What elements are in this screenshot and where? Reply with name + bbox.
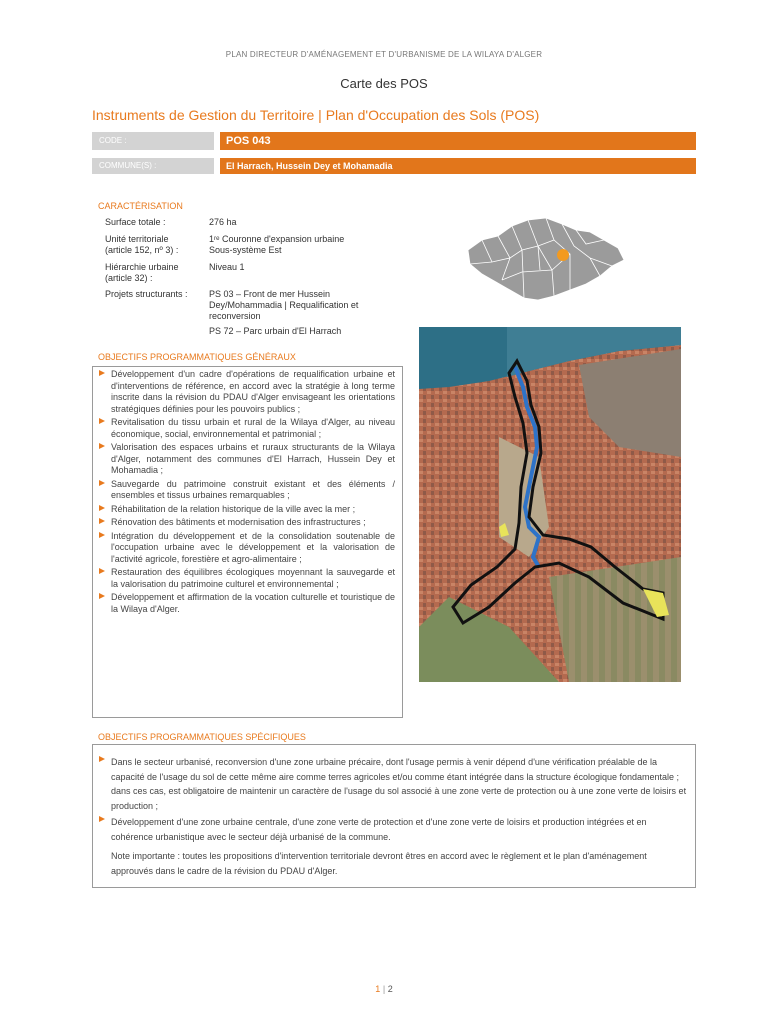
bullet-arrow-icon bbox=[99, 518, 105, 524]
location-marker bbox=[557, 249, 569, 261]
objectifs-generaux-list bbox=[99, 369, 395, 617]
objectifs-specifiques-box bbox=[92, 744, 696, 888]
objectifs-specifiques-list bbox=[99, 755, 691, 846]
page-number bbox=[0, 984, 768, 994]
hierarchie-value: Niveau 1 bbox=[209, 262, 245, 272]
total-pages: 2 bbox=[387, 984, 393, 994]
bullet-arrow-icon bbox=[99, 593, 105, 599]
communes-value: El Harrach, Hussein Dey et Mohamadia bbox=[220, 158, 696, 174]
unite-label-line2: (article 152, nº 3) : bbox=[105, 245, 179, 255]
bullet-arrow-icon bbox=[99, 505, 105, 511]
list-item: Revitalisation du tissu urbain et rural de la Wilaya d'Alger, au niveau économique, social, environnemental et patrimonial ; bbox=[99, 417, 395, 440]
list-item: Valorisation des espaces urbains et ruraux structurants de la Wilaya d'Alger, notamment des communes d'El Harrach, Hussein Dey et Mohamadia ; bbox=[99, 442, 395, 477]
bullet-arrow-icon bbox=[99, 532, 105, 538]
list-item: Réhabilitation de la relation historique de la ville avec la mer ; bbox=[99, 504, 395, 516]
list-item: Restauration des équilibres écologiques moyennant la sauvegarde et la valorisation du patrimoine culturel et environnemental ; bbox=[99, 567, 395, 590]
page-title: Instruments de Gestion du Territoire | Plan d'Occupation des Sols (POS) bbox=[92, 107, 540, 123]
objectifs-generaux-box bbox=[92, 366, 403, 718]
bullet-arrow-icon bbox=[99, 480, 105, 486]
unite-value-line2: Sous-système Est bbox=[209, 245, 282, 255]
bullet-arrow-icon bbox=[99, 443, 105, 449]
bullet-arrow-icon bbox=[99, 418, 105, 424]
unite-value-line1: 1ʳᵉ Couronne d'expansion urbaine bbox=[209, 234, 345, 244]
wilaya-location-map bbox=[462, 210, 628, 306]
list-item: Intégration du développement et de la consolidation soutenable de l'occupation urbaine avec le développement et la valorisation de l'activité agricole, forestière et agro-alimentaire ; bbox=[99, 531, 395, 566]
aerial-photo-map bbox=[419, 327, 681, 682]
list-item: Dans le secteur urbanisé, reconversion d'une zone urbaine précaire, dont l'usage permis à venir dépend d'une vérification préalable de la capacité de l'usage du sol de cette même aire comme terres agricoles et/ou comme étant intégrée dans la structure écologique fondamentale ; dans ces cas, est obligatoire de maintenir un caractère de l'usage du sol associé à une zone verte de protection ou à une zone verte de loisirs et production ; bbox=[99, 755, 691, 813]
list-item: Développement d'un cadre d'opérations de requalification urbaine et d'interventions de référence, en accord avec la stratégie à long terme inscrite dans la révision du PDAU d'Alger envisageant les orientations stratégiques définies pour les pouvoirs publics ; bbox=[99, 369, 395, 415]
hierarchie-label-line1: Hiérarchie urbaine bbox=[105, 262, 179, 272]
list-item: Rénovation des bâtiments et modernisation des infrastructures ; bbox=[99, 517, 395, 529]
code-label: CODE : bbox=[92, 132, 214, 150]
list-item: Sauvegarde du patrimoine construit existant et des éléments / ensembles et tissus urbaines remarquables ; bbox=[99, 479, 395, 502]
list-item: Développement d'une zone urbaine centrale, d'une zone verte de protection et d'une zone verte de loisirs et production intégrées et en cohérence urbanistique avec le secteur déjà urbanisé de la commune. bbox=[99, 815, 691, 844]
surface-label: Surface totale : bbox=[105, 217, 166, 227]
communes-label: COMMUNE(S) : bbox=[92, 158, 214, 174]
important-note: Note importante : toutes les propositions d'intervention territoriale devront êtres en accord avec le règlement et le plan d'aménagement approuvés dans le cadre de la révision du PDAU d'Alger. bbox=[111, 851, 647, 876]
plan-title: PLAN DIRECTEUR D'AMÉNAGEMENT ET D'URBANISME DE LA WILAYA D'ALGER bbox=[225, 50, 543, 59]
code-value: POS 043 bbox=[220, 132, 696, 150]
bullet-arrow-icon bbox=[99, 568, 105, 574]
list-item: Développement et affirmation de la vocation culturelle et touristique de la Wilaya d'Alger. bbox=[99, 592, 395, 615]
caracterisation-title: CARACTÉRISATION bbox=[98, 201, 183, 211]
bullet-arrow-icon bbox=[99, 756, 105, 762]
projets-label: Projets structurants : bbox=[105, 289, 188, 299]
current-page: 1 bbox=[375, 984, 381, 994]
page-subtitle: Carte des POS bbox=[340, 76, 428, 91]
unite-label-line1: Unité territoriale bbox=[105, 234, 169, 244]
objectifs-generaux-title: OBJECTIFS PROGRAMMATIQUES GÉNÉRAUX bbox=[98, 352, 296, 362]
surface-value: 276 ha bbox=[209, 217, 237, 227]
page-separator: | bbox=[382, 984, 386, 994]
hierarchie-label-line2: (article 32) : bbox=[105, 273, 153, 283]
bullet-arrow-icon bbox=[99, 370, 105, 376]
projet-ps03: PS 03 – Front de mer Hussein Dey/Mohammadia | Requalification et reconversion bbox=[209, 289, 359, 321]
bullet-arrow-icon bbox=[99, 816, 105, 822]
projet-ps72: PS 72 – Parc urbain d'El Harrach bbox=[209, 326, 342, 336]
objectifs-specifiques-title: OBJECTIFS PROGRAMMATIQUES SPÉCIFIQUES bbox=[98, 732, 306, 742]
